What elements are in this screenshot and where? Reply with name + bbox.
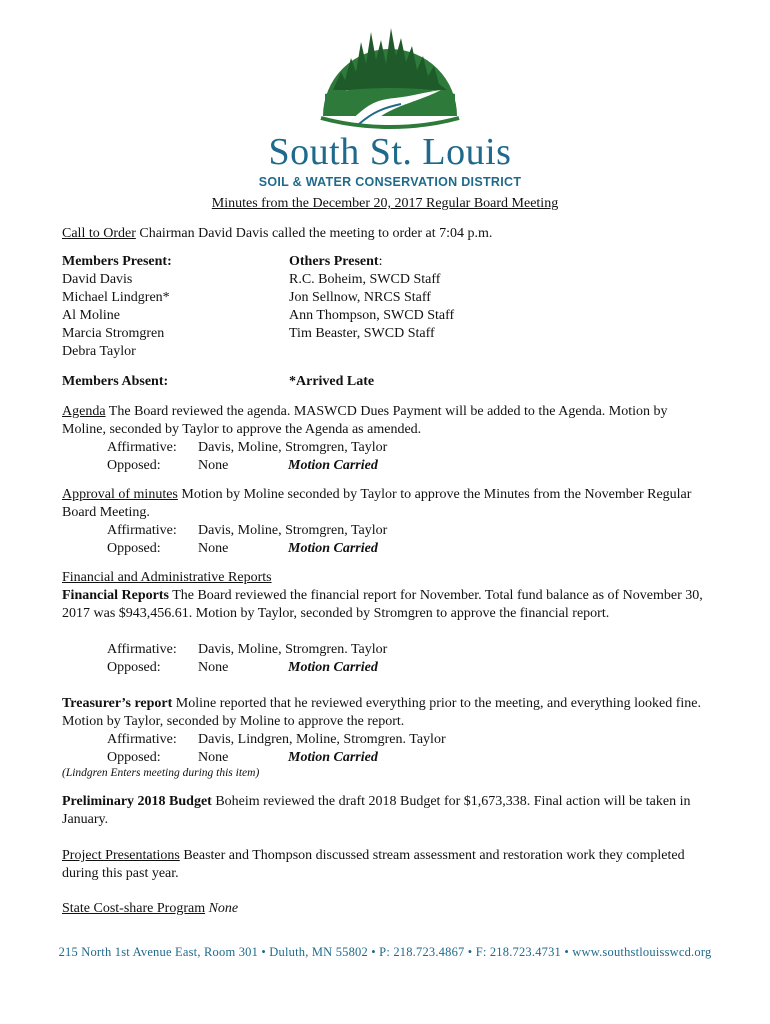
affirmative-names: Davis, Lindgren, Moline, Stromgren. Taylor: [198, 732, 446, 747]
budget-label: Preliminary 2018 Budget: [62, 794, 212, 809]
member-name: David Davis: [62, 272, 133, 287]
projects-section: [62, 847, 712, 883]
financial-reports-label: Financial Reports: [62, 588, 169, 603]
call-to-order-text: Chairman David Davis called the meeting to order at 7:04 p.m.: [139, 226, 493, 241]
arrived-late-note: *Arrived Late: [289, 374, 375, 389]
agenda-text: The Board reviewed the agenda. MASWCD Dues Payment will be added to the Agenda. Motion by Moline, seconded by Taylor to approve the Agenda as amended.: [62, 404, 668, 437]
members-absent-label: Members Absent:: [62, 374, 169, 389]
opposed-label: Opposed:: [107, 750, 161, 765]
others-present: [289, 253, 454, 343]
members-present-label: Members Present:: [62, 254, 172, 269]
lindgren-note: (Lindgren Enters meeting during this item): [62, 767, 260, 779]
footer-address: 215 North 1st Avenue East, Room 301 • Duluth, MN 55802 • P: 218.723.4867 • F: 218.723.4731 • www.southstlouisswcd.org: [58, 945, 712, 959]
motion-result: Motion Carried: [288, 458, 378, 473]
call-to-order-label: Call to Order: [62, 226, 136, 241]
agenda-section: [62, 403, 712, 439]
projects-label: Project Presentations: [62, 848, 180, 863]
projects-text: Beaster and Thompson discussed stream assessment and restoration work they completed during this past year.: [62, 848, 685, 881]
others-present-label: Others Present: [289, 254, 379, 269]
other-name: Ann Thompson, SWCD Staff: [289, 308, 455, 323]
treasurer-section: [62, 695, 712, 731]
approval-minutes-label: Approval of minutes: [62, 487, 178, 502]
opposed-label: Opposed:: [107, 660, 161, 675]
affirmative-label: Affirmative:: [107, 523, 177, 538]
district-logo: [255, 20, 525, 190]
opposed-names: None: [198, 750, 229, 765]
others-present-colon: :: [378, 254, 383, 269]
opposed-names: None: [198, 660, 229, 675]
affirmative-names: Davis, Moline, Stromgren, Taylor: [198, 523, 388, 538]
affirmative-label: Affirmative:: [107, 642, 177, 657]
treasurer-label: Treasurer’s report: [62, 696, 173, 711]
agenda-label: Agenda: [62, 404, 106, 419]
org-name: South St. Louis: [268, 131, 512, 173]
affirmative-label: Affirmative:: [107, 440, 177, 455]
affirmative-names: Davis, Moline, Stromgren, Taylor: [198, 440, 388, 455]
financial-vote: [107, 641, 607, 677]
budget-section: [62, 793, 712, 829]
member-name: Michael Lindgren*: [62, 290, 170, 305]
motion-result: Motion Carried: [288, 541, 378, 556]
budget-text: Boheim reviewed the draft 2018 Budget for $1,673,338. Final action will be taken in January.: [62, 794, 691, 827]
opposed-label: Opposed:: [107, 458, 161, 473]
opposed-names: None: [198, 541, 229, 556]
other-name: Jon Sellnow, NRCS Staff: [289, 290, 431, 305]
other-name: Tim Beaster, SWCD Staff: [289, 326, 435, 341]
motion-result: Motion Carried: [288, 750, 378, 765]
financial-reports-section: [62, 587, 712, 623]
approval-minutes-section: [62, 486, 712, 522]
cost-share-section: [62, 900, 712, 918]
treasurer-text: Moline reported that he reviewed everything prior to the meeting, and everything looked fine. Motion by Taylor, seconded by Moline to approve the report.: [62, 696, 701, 729]
org-subtitle: SOIL & WATER CONSERVATION DISTRICT: [258, 175, 522, 189]
treasurer-vote: [107, 731, 607, 767]
other-name: R.C. Boheim, SWCD Staff: [289, 272, 441, 287]
agenda-vote: [107, 439, 607, 475]
opposed-names: None: [198, 458, 229, 473]
motion-result: Motion Carried: [288, 660, 378, 675]
call-to-order: [62, 225, 712, 243]
members-present: [62, 253, 172, 361]
member-name: Marcia Stromgren: [62, 326, 165, 341]
approval-minutes-text: Motion by Moline seconded by Taylor to approve the Minutes from the November Regular Board Meeting.: [62, 487, 692, 520]
document-title: Minutes from the December 20, 2017 Regular Board Meeting: [211, 196, 559, 211]
logo-emblem-icon: [255, 20, 525, 130]
opposed-label: Opposed:: [107, 541, 161, 556]
member-name: Debra Taylor: [62, 344, 136, 359]
affirmative-names: Davis, Moline, Stromgren. Taylor: [198, 642, 388, 657]
financial-heading: Financial and Administrative Reports: [62, 570, 272, 585]
affirmative-label: Affirmative:: [107, 732, 177, 747]
cost-share-value: None: [208, 901, 239, 916]
approval-minutes-vote: [107, 522, 607, 558]
financial-reports-text: The Board reviewed the financial report for November. Total fund balance as of November 30, 2017 was $943,456.61. Motion by Taylor, seconded by Stromgren to approve the financial report.: [62, 588, 703, 621]
cost-share-label: State Cost-share Program: [62, 901, 206, 916]
member-name: Al Moline: [62, 308, 120, 323]
